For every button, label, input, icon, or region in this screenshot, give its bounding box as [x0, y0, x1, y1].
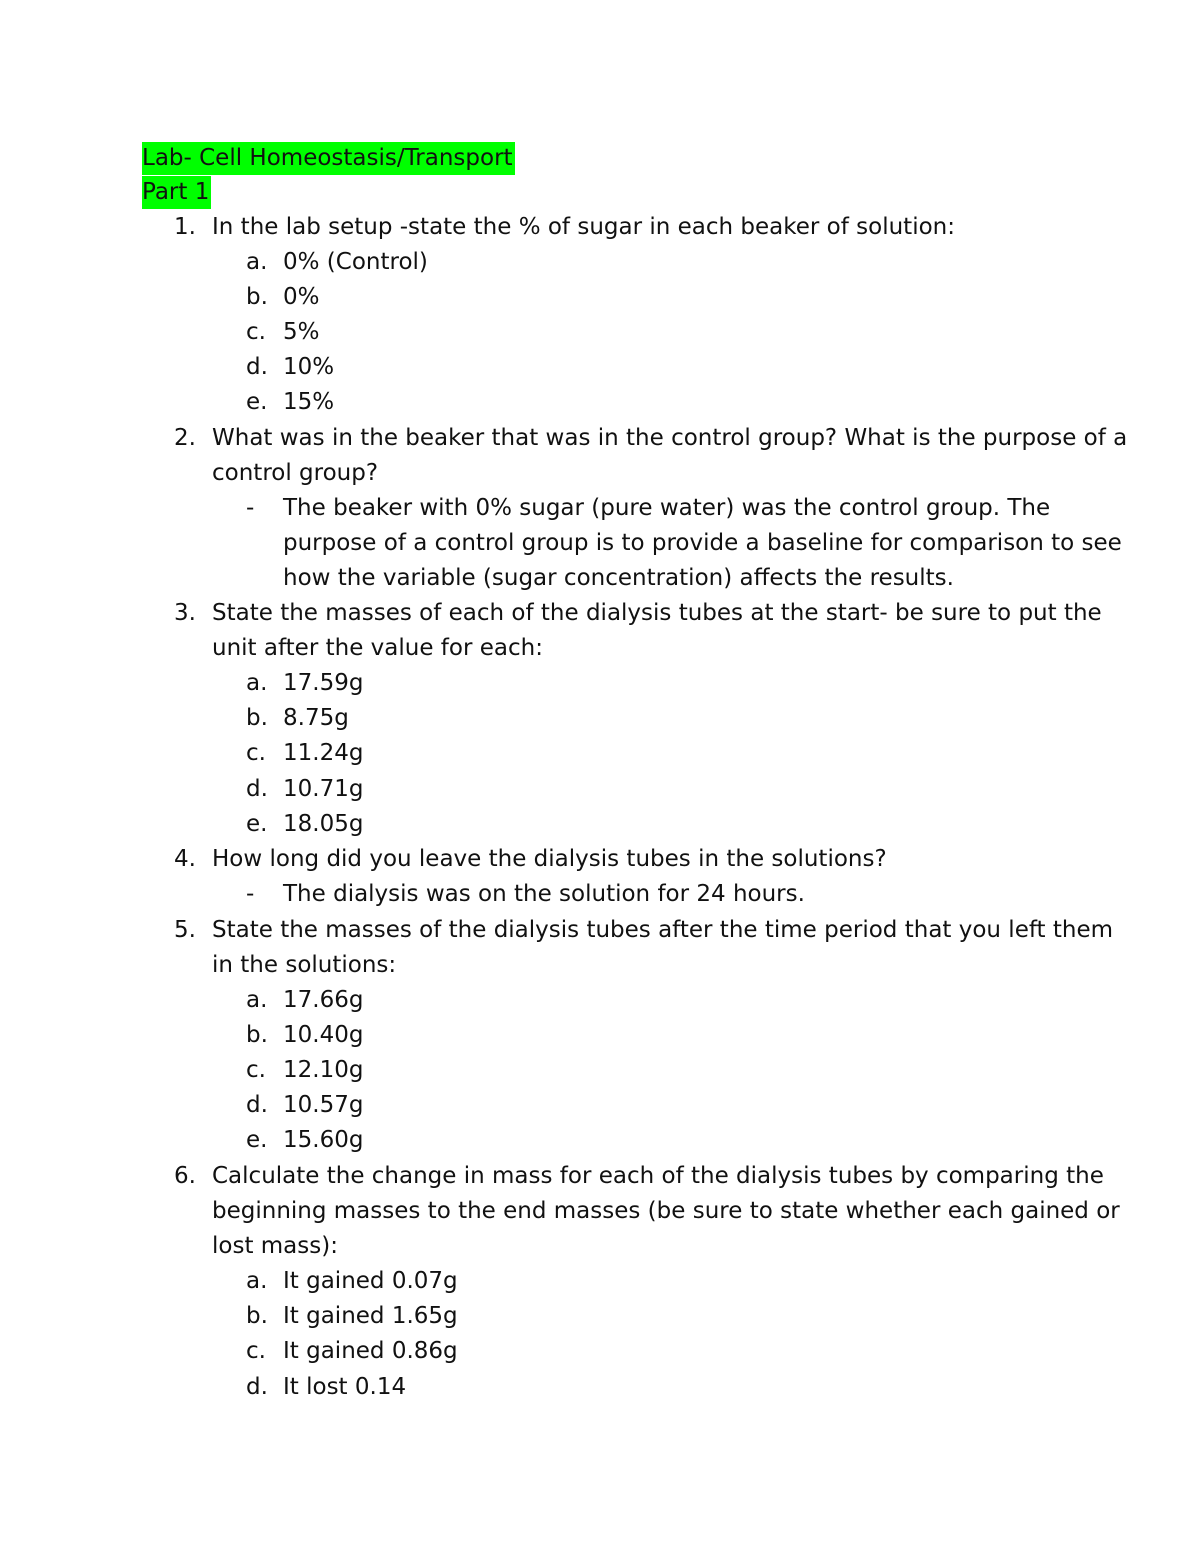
item-text: 15.60g [283, 1127, 364, 1153]
item-text: It lost 0.14 [283, 1374, 407, 1400]
item-letter: d. [246, 1092, 268, 1118]
question-number: 6. [174, 1163, 196, 1189]
item-letter: d. [246, 354, 268, 380]
item-text: 17.59g [283, 670, 364, 696]
question-text: in the solutions: [212, 952, 397, 978]
question-text: What was in the beaker that was in the control group? What is the purpose of a [212, 425, 1128, 451]
question-text: unit after the value for each: [212, 635, 543, 661]
item-text: 10.71g [283, 776, 364, 802]
item-letter: c. [246, 1338, 266, 1364]
item-letter: d. [246, 1374, 268, 1400]
item-letter: e. [246, 1127, 268, 1153]
item-text: 15% [283, 389, 335, 415]
item-letter: b. [246, 284, 268, 310]
answer-text: The dialysis was on the solution for 24 hours. [283, 881, 805, 907]
item-text: 10% [283, 354, 335, 380]
item-letter: c. [246, 740, 266, 766]
item-text: 0% (Control) [283, 249, 428, 275]
item-letter: e. [246, 389, 268, 415]
item-letter: c. [246, 319, 266, 345]
item-letter: d. [246, 776, 268, 802]
question-text: How long did you leave the dialysis tubes in the solutions? [212, 846, 887, 872]
answer-text: The beaker with 0% sugar (pure water) was the control group. The [283, 495, 1051, 521]
question-number: 1. [174, 214, 196, 240]
item-text: 10.57g [283, 1092, 364, 1118]
item-text: 12.10g [283, 1057, 364, 1083]
item-letter: b. [246, 1022, 268, 1048]
item-text: It gained 0.07g [283, 1268, 458, 1294]
item-letter: a. [246, 249, 268, 275]
question-number: 3. [174, 600, 196, 626]
question-text: State the masses of each of the dialysis tubes at the start- be sure to put the [212, 600, 1102, 626]
question-text: control group? [212, 460, 379, 486]
item-text: 0% [283, 284, 320, 310]
question-number: 5. [174, 917, 196, 943]
item-letter: a. [246, 670, 268, 696]
answer-text: how the variable (sugar concentration) affects the results. [283, 565, 954, 591]
item-text: 18.05g [283, 811, 364, 837]
item-text: 8.75g [283, 705, 349, 731]
document-title: Lab- Cell Homeostasis/Transport [142, 142, 515, 175]
question-text: In the lab setup -state the % of sugar in each beaker of solution: [212, 214, 955, 240]
question-text: State the masses of the dialysis tubes after the time period that you left them [212, 917, 1114, 943]
question-text: Calculate the change in mass for each of the dialysis tubes by comparing the [212, 1163, 1104, 1189]
dash-bullet: - [246, 881, 255, 907]
item-text: 5% [283, 319, 320, 345]
item-letter: a. [246, 987, 268, 1013]
question-number: 4. [174, 846, 196, 872]
part-heading: Part 1 [142, 176, 211, 209]
item-letter: e. [246, 811, 268, 837]
answer-text: purpose of a control group is to provide a baseline for comparison to see [283, 530, 1122, 556]
item-letter: b. [246, 705, 268, 731]
item-letter: b. [246, 1303, 268, 1329]
dash-bullet: - [246, 495, 255, 521]
question-text: beginning masses to the end masses (be sure to state whether each gained or [212, 1198, 1120, 1224]
item-letter: c. [246, 1057, 266, 1083]
question-text: lost mass): [212, 1233, 338, 1259]
item-text: It gained 0.86g [283, 1338, 458, 1364]
item-letter: a. [246, 1268, 268, 1294]
item-text: 11.24g [283, 740, 364, 766]
item-text: It gained 1.65g [283, 1303, 458, 1329]
item-text: 10.40g [283, 1022, 364, 1048]
item-text: 17.66g [283, 987, 364, 1013]
question-number: 2. [174, 425, 196, 451]
